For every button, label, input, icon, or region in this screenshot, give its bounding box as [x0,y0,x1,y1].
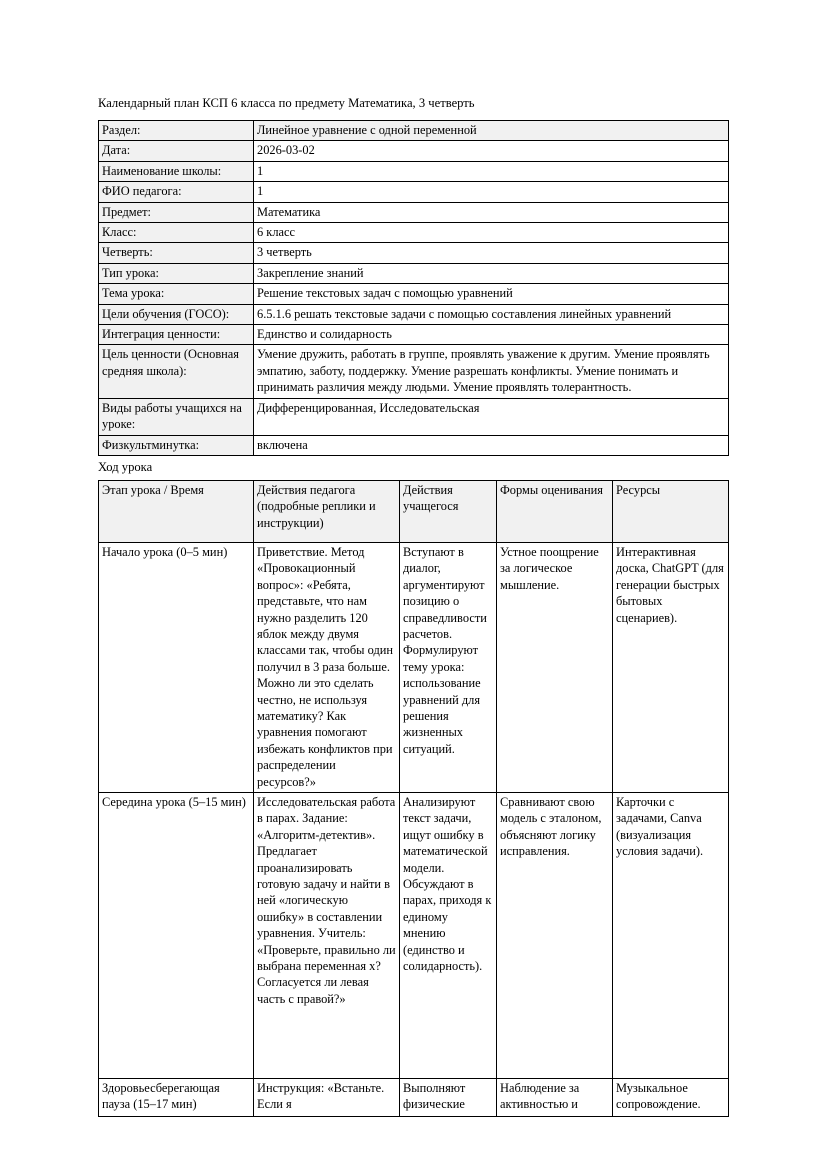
table-row [99,435,729,455]
cell-student-actions: Выполняют физические [400,1079,497,1117]
info-label: Наименование школы: [99,161,254,181]
info-value: 2026-03-02 [254,141,729,161]
info-label: Тип урока: [99,263,254,283]
table-row [99,243,729,263]
table-header-row [99,480,729,542]
info-value: 1 [254,182,729,202]
info-value: Дифференцированная, Исследовательская [254,398,729,435]
info-label: Интеграция ценности: [99,325,254,345]
table-row [99,345,729,398]
info-label: Цель ценности (Основная средняя школа): [99,345,254,398]
info-label: Раздел: [99,121,254,141]
cell-resources: Музыкальное сопровождение. [613,1079,729,1117]
cell-resources: Интерактивная доска, ChatGPT (для генерации быстрых бытовых сценариев). [613,542,729,792]
column-header-student-actions: Действия учащегося [400,480,497,542]
flow-section-caption: Ход урока [98,459,153,474]
table-row [99,202,729,222]
cell-resources: Карточки с задачами, Canva (визуализация условия задачи). [613,793,729,1079]
info-label: Предмет: [99,202,254,222]
cell-assessment-forms: Сравнивают свою модель с эталоном, объясняют логику исправления. [497,793,613,1079]
cell-assessment-forms: Устное поощрение за логическое мышление. [497,542,613,792]
document-sheet [98,95,728,1117]
table-row [99,161,729,181]
info-value: Умение дружить, работать в группе, проявлять уважение к другим. Умение проявлять эмпатию, заботу, поддержку. Умение разрешать конфликты. Умение понимать и принимать различия между людьми. Умение проявлять толерантность. [254,345,729,398]
cell-assessment-forms: Наблюдение за активностью и [497,1079,613,1117]
info-value: Единство и солидарность [254,325,729,345]
table-row [99,304,729,324]
info-label: Класс: [99,223,254,243]
column-header-stage: Этап урока / Время [99,480,254,542]
table-row [99,284,729,304]
flow-table-body [99,542,729,1116]
table-row [99,182,729,202]
table-row [99,793,729,1079]
table-row [99,542,729,792]
column-header-teacher-actions: Действия педагога (подробные реплики и инструкции) [254,480,400,542]
info-label: Четверть: [99,243,254,263]
info-label: ФИО педагога: [99,182,254,202]
info-value: Линейное уравнение с одной переменной [254,121,729,141]
cell-teacher-actions: Исследовательская работа в парах. Задание: «Алгоритм-детектив». Предлагает проанализировать готовую задачу и найти в ней «логическую ошибку» в составлении уравнения. Учитель: «Проверьте, правильно ли выбрана переменная x? Согласуется ли левая часть с правой?» [254,793,400,1079]
cell-teacher-actions: Приветствие. Метод «Провокационный вопрос»: «Ребята, представьте, что нам нужно разделить 120 яблок между двумя классами так, чтобы один получил в 3 раза больше. Можно ли это сделать честно, не используя математику? Как уравнения помогают избежать конфликтов при распределении ресурсов?» [254,542,400,792]
cell-stage: Здоровьесберегающая пауза (15–17 мин) [99,1079,254,1117]
info-label: Виды работы учащихся на уроке: [99,398,254,435]
info-label: Цели обучения (ГОСО): [99,304,254,324]
table-row [99,121,729,141]
info-value: Закрепление знаний [254,263,729,283]
info-value: Решение текстовых задач с помощью уравнений [254,284,729,304]
lesson-flow-table [98,480,729,1117]
info-value: Математика [254,202,729,222]
info-value: 6 класс [254,223,729,243]
info-label: Тема урока: [99,284,254,304]
cell-stage: Середина урока (5–15 мин) [99,793,254,1079]
column-header-resources: Ресурсы [613,480,729,542]
table-row [99,223,729,243]
flow-table-head [99,480,729,542]
info-value: включена [254,435,729,455]
table-row [99,398,729,435]
column-header-assessment-forms: Формы оценивания [497,480,613,542]
info-label: Дата: [99,141,254,161]
info-value: 6.5.1.6 решать текстовые задачи с помощью составления линейных уравнений [254,304,729,324]
info-value: 1 [254,161,729,181]
table-row [99,1079,729,1117]
table-row [99,141,729,161]
info-label: Физкультминутка: [99,435,254,455]
cell-stage: Начало урока (0–5 мин) [99,542,254,792]
info-value: 3 четверть [254,243,729,263]
table-row [99,325,729,345]
cell-student-actions: Вступают в диалог, аргументируют позицию о справедливости расчетов. Формулируют тему урока: использование уравнений для решения жизненных ситуаций. [400,542,497,792]
cell-teacher-actions: Инструкция: «Встаньте. Если я [254,1079,400,1117]
cell-student-actions: Анализируют текст задачи, ищут ошибку в математической модели. Обсуждают в парах, приходя к единому мнению (единство и солидарность). [400,793,497,1079]
lesson-info-table [98,120,729,456]
page-title: Календарный план КСП 6 класса по предмету Математика, 3 четверть [98,96,475,110]
table-row [99,263,729,283]
lesson-info-body [99,121,729,456]
